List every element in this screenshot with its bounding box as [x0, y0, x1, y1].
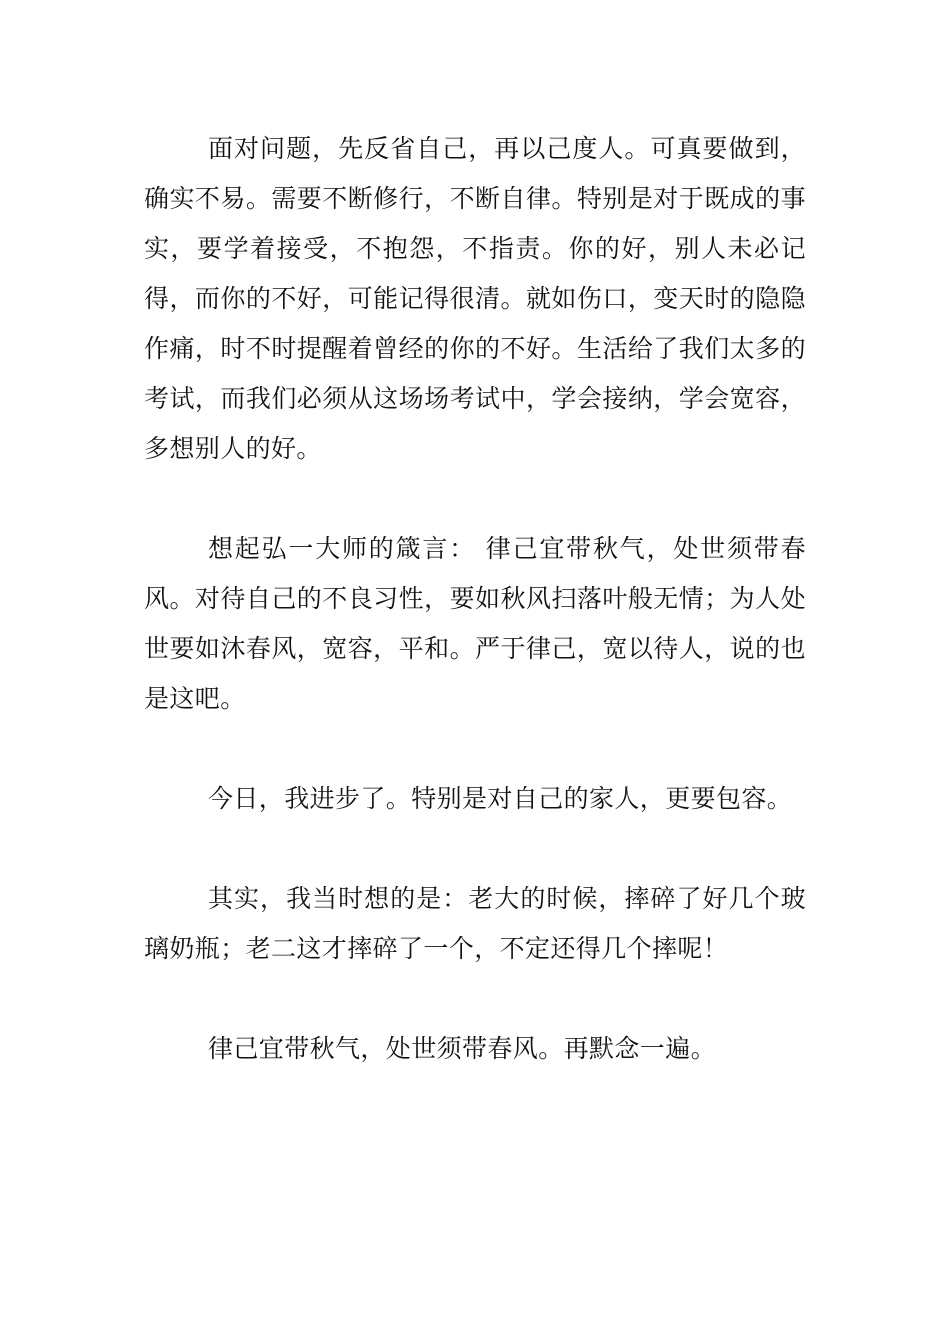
paragraph-hongyi-motto: 想起弘一大师的箴言： 律己宜带秋气，处世须带春风。对待自己的不良习性，要如秋风扫落叶般无情；为人处世要如沐春风，宽容，平和。严于律己，宽以待人，说的也是这吧。	[144, 534, 806, 713]
paragraph-recite: 律己宜带秋气，处世须带春风。再默念一遍。	[208, 1034, 717, 1063]
paragraph-bottle: 其实，我当时想的是：老大的时候，摔碎了好几个玻璃奶瓶；老二这才摔碎了一个，不定还得几个摔呢！	[144, 884, 806, 963]
paragraph-reflection: 面对问题，先反省自己，再以己度人。可真要做到，确实不易。需要不断修行，不断自律。特别是对于既成的事实，要学着接受，不抱怨，不指责。你的好，别人未必记得，而你的不好，可能记得很清。就如伤口，变天时的隐隐作痛，时不时提醒着曾经的你的不好。生活给了我们太多的考试，而我们必须从这场场考试中，学会接纳，学会宽容，多想别人的好。	[144, 134, 806, 463]
paragraph-progress: 今日，我进步了。特别是对自己的家人，更要包容。	[208, 784, 793, 813]
